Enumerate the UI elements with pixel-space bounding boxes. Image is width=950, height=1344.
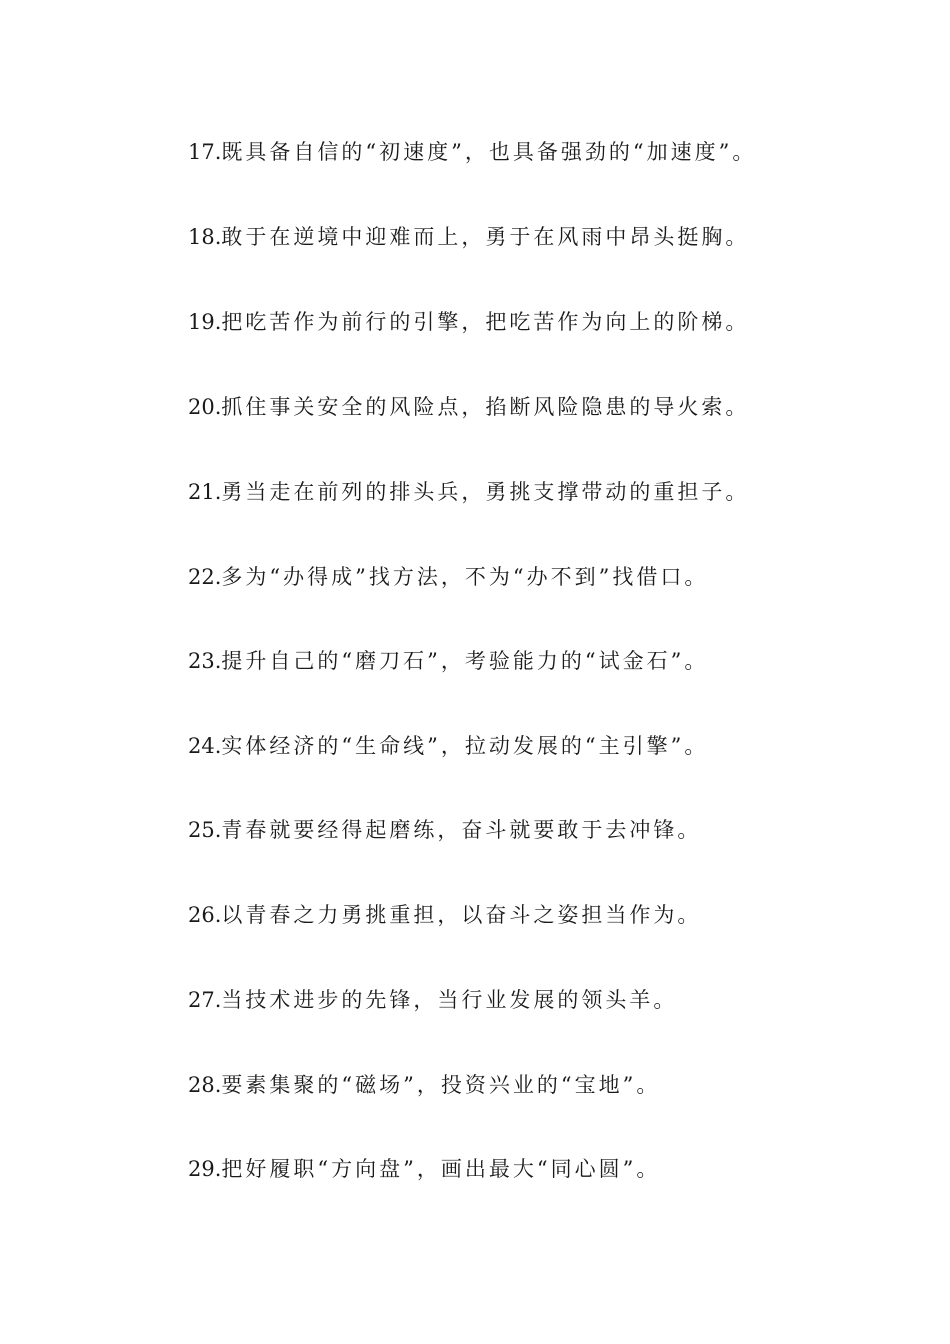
item-text: 抓住事关安全的风险点，掐断风险隐患的导火索。 [221, 395, 750, 419]
item-number: 18. [188, 225, 222, 249]
list-item [188, 138, 756, 166]
item-text: 把吃苦作为前行的引擎，把吃苦作为向上的阶梯。 [221, 310, 750, 334]
list-item [188, 563, 708, 591]
item-text: 勇当走在前列的排头兵，勇挑支撑带动的重担子。 [221, 480, 750, 504]
item-text: 提升自己的“磨刀石”，考验能力的“试金石”。 [221, 649, 709, 673]
list-item [188, 816, 701, 844]
item-number: 26. [188, 903, 222, 927]
item-text: 既具备自信的“初速度”，也具备强劲的“加速度”。 [221, 140, 757, 164]
item-number: 27. [188, 988, 222, 1012]
item-text: 把好履职“方向盘”，画出最大“同心圆”。 [221, 1157, 661, 1181]
list-item [188, 901, 701, 929]
list-item [188, 478, 749, 506]
item-text: 多为“办得成”找方法，不为“办不到”找借口。 [221, 565, 709, 589]
item-number: 19. [188, 310, 222, 334]
list-item [188, 732, 708, 760]
item-number: 20. [188, 395, 222, 419]
list-item [188, 223, 749, 251]
list-item [188, 647, 708, 675]
item-text: 当技术进步的先锋，当行业发展的领头羊。 [221, 988, 678, 1012]
item-text: 以青春之力勇挑重担，以奋斗之姿担当作为。 [221, 903, 702, 927]
list-item [188, 393, 749, 421]
item-number: 17. [188, 140, 222, 164]
item-text: 要素集聚的“磁场”，投资兴业的“宝地”。 [221, 1073, 661, 1097]
item-number: 29. [188, 1157, 222, 1181]
list-item [188, 1071, 660, 1099]
item-text: 青春就要经得起磨练，奋斗就要敢于去冲锋。 [221, 818, 702, 842]
item-number: 25. [188, 818, 222, 842]
item-number: 23. [188, 649, 222, 673]
item-number: 24. [188, 734, 222, 758]
list-item [188, 986, 677, 1014]
item-text: 实体经济的“生命线”，拉动发展的“主引擎”。 [221, 734, 709, 758]
item-number: 22. [188, 565, 222, 589]
item-number: 28. [188, 1073, 222, 1097]
list-item [188, 1155, 660, 1183]
list-item [188, 308, 749, 336]
item-number: 21. [188, 480, 222, 504]
item-text: 敢于在逆境中迎难而上，勇于在风雨中昂头挺胸。 [221, 225, 750, 249]
